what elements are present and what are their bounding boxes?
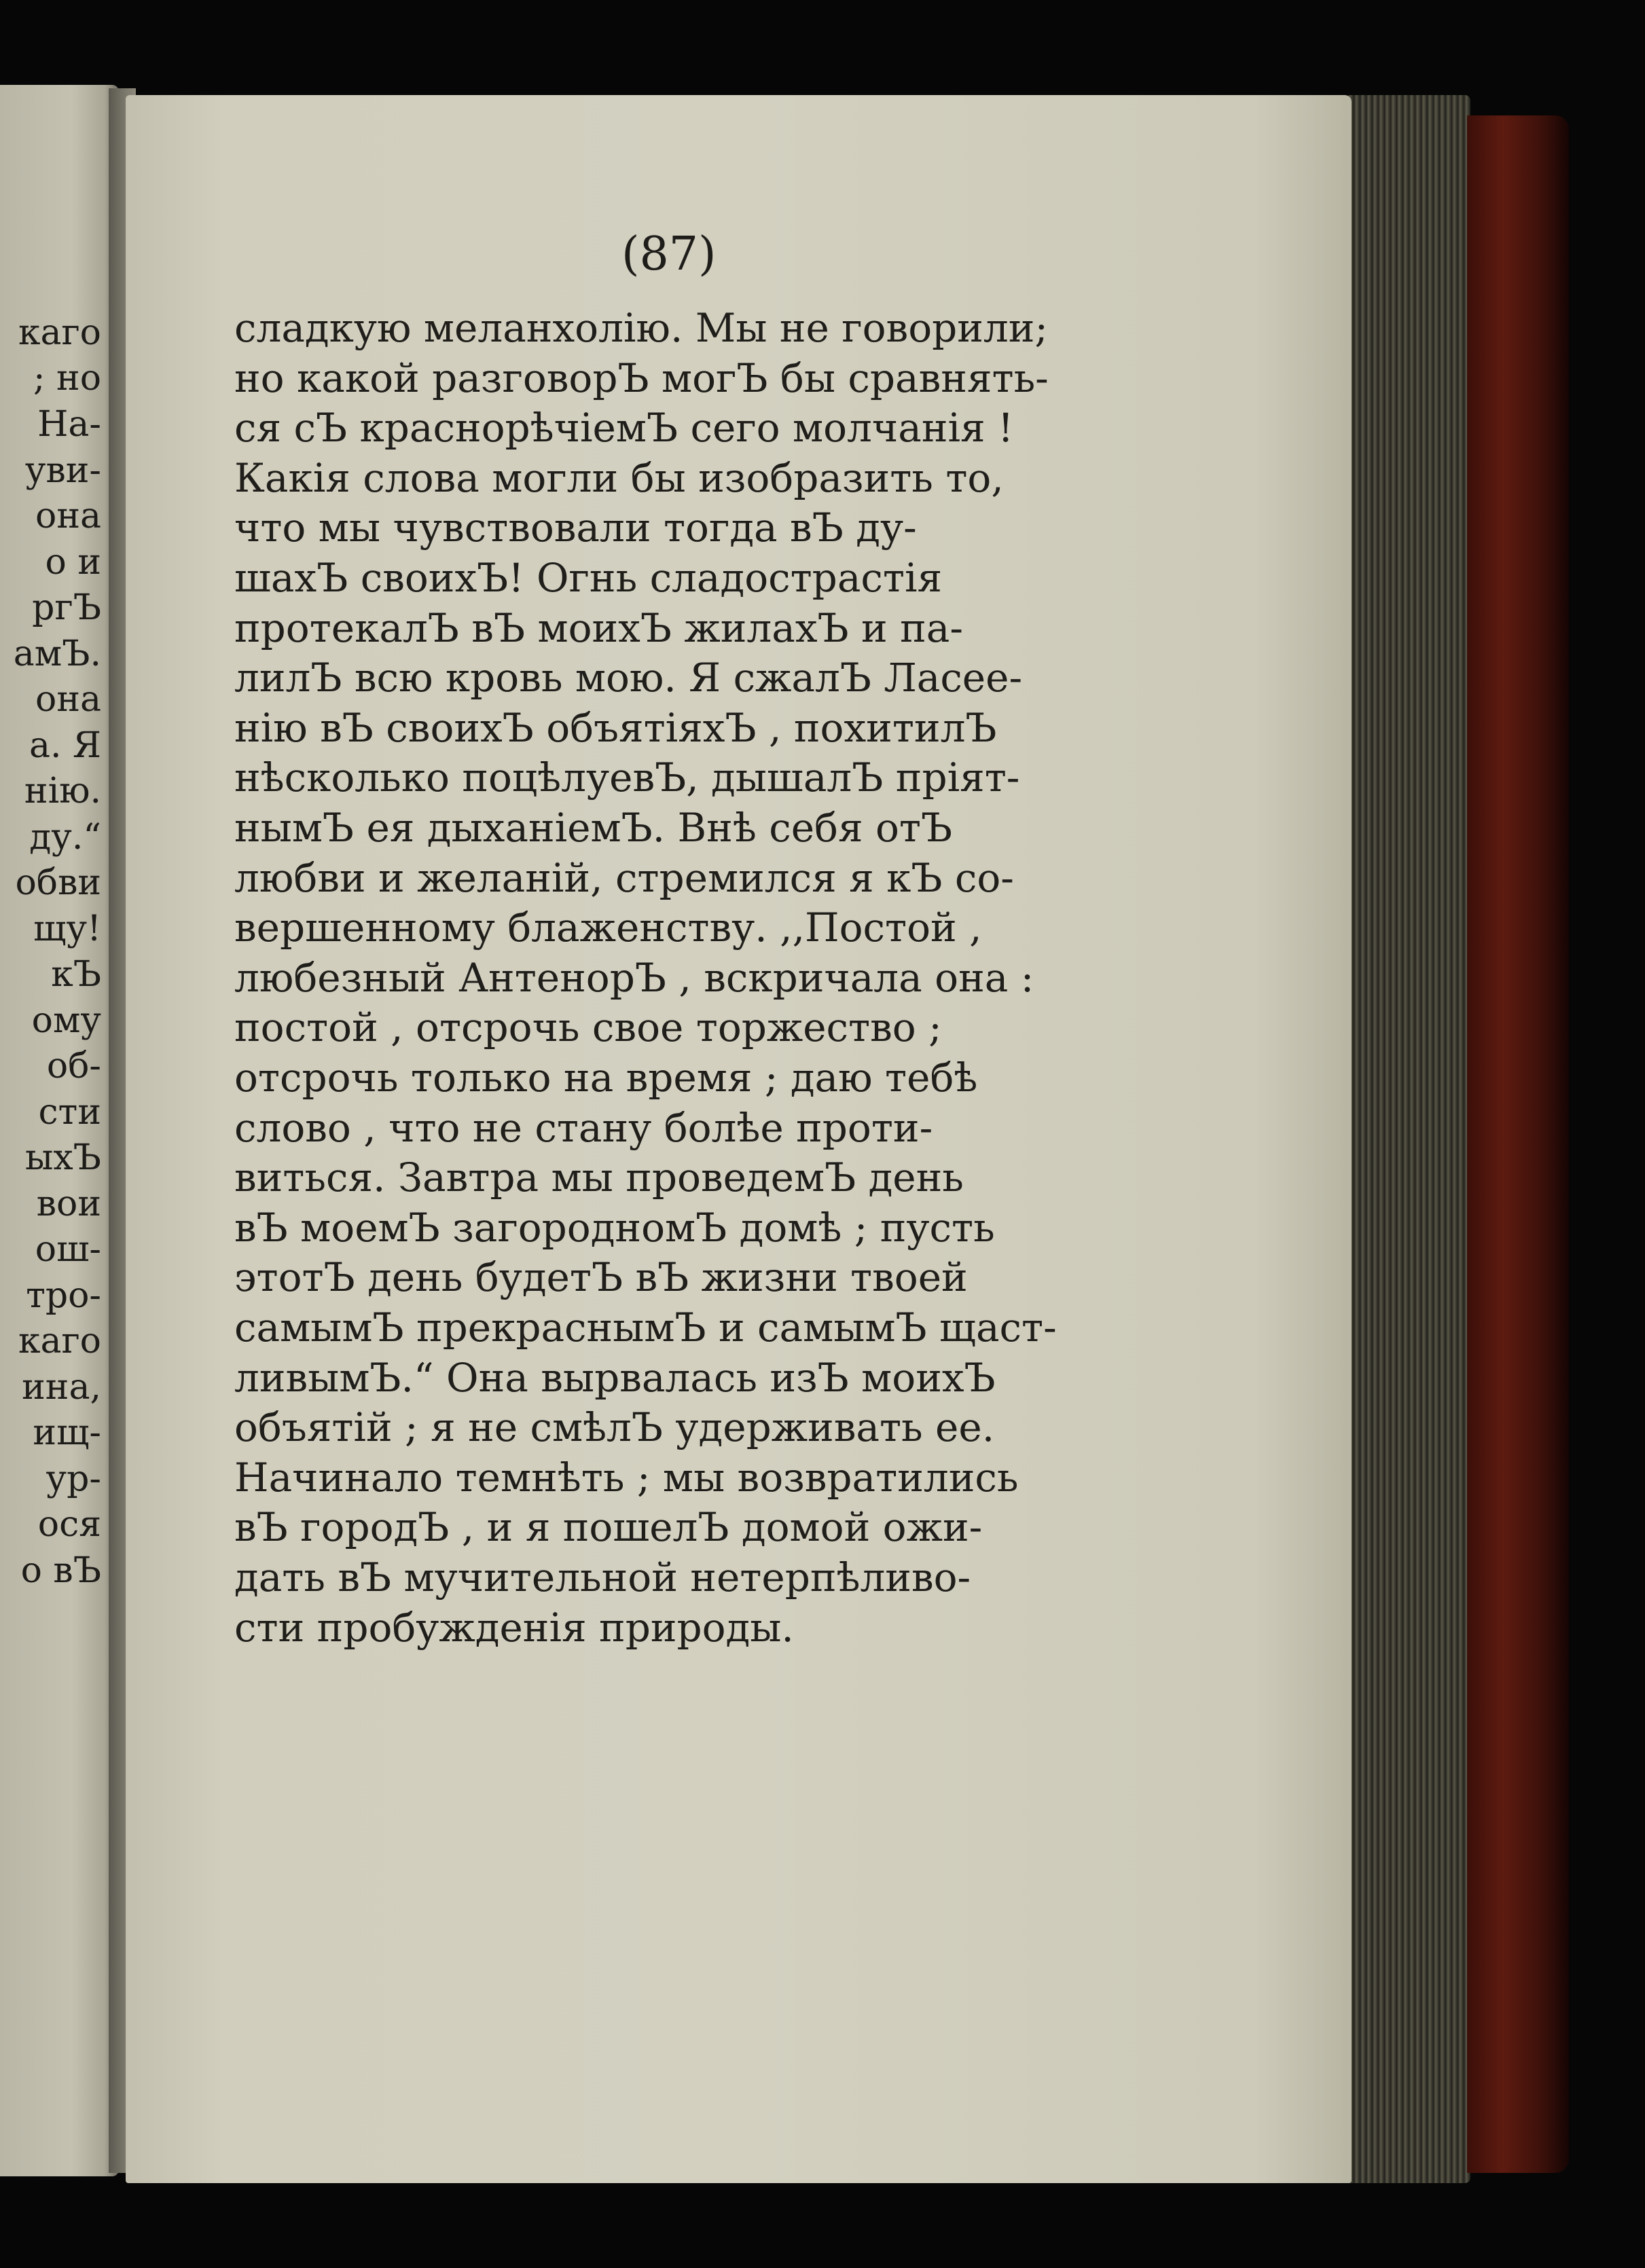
text-line: Начинало темнѣть ; мы возвратились	[234, 1455, 1019, 1501]
text-line: этотЪ день будетЪ вЪ жизни твоей	[234, 1254, 968, 1300]
left-page-fragment: ина,	[22, 1367, 101, 1408]
text-line: лилЪ всю кровь мою. Я сжалЪ Ласее-	[234, 655, 1023, 701]
left-page-fragment: уви-	[24, 450, 101, 491]
left-page-fragment: ищ-	[33, 1412, 101, 1453]
text-line: вершенному блаженству. ,,Постой ,	[234, 904, 982, 951]
left-page-fragment: ош-	[35, 1229, 101, 1270]
left-page-fragment: а. Я	[29, 725, 101, 766]
left-page-fragment: об-	[46, 1046, 101, 1086]
text-line: дать вЪ мучительной нетерпѣливо-	[234, 1554, 971, 1601]
left-page-fragment: ргЪ	[32, 587, 101, 628]
text-line: но какой разговорЪ могЪ бы сравнять-	[234, 355, 1049, 401]
text-line: вЪ моемЪ загородномЪ домѣ ; пусть	[234, 1205, 995, 1251]
text-line: протекалЪ вЪ моихЪ жилахЪ и па-	[234, 605, 963, 651]
left-page-fragment: нію.	[24, 771, 101, 811]
left-page-fragment: амЪ.	[13, 634, 101, 674]
text-line: отсрочь только на время ; даю тебѣ	[234, 1055, 978, 1101]
page-edges	[1348, 95, 1470, 2183]
left-page-fragment: тро-	[26, 1275, 101, 1316]
left-page-fragment: ыхЪ	[24, 1137, 101, 1178]
text-line: объятій ; я не смѣлЪ удерживать ее.	[234, 1404, 995, 1450]
text-line: сти пробужденія природы.	[234, 1605, 794, 1651]
left-page-fragment: вои	[36, 1184, 101, 1224]
text-line: нымЪ ея дыханіемЪ. Внѣ себя отЪ	[234, 805, 953, 851]
left-page-fragment: она	[35, 679, 101, 720]
text-line: сладкую меланхолію. Мы не говорили;	[234, 305, 1048, 351]
left-page-fragment: На-	[37, 404, 101, 445]
left-page-fragment: она	[35, 496, 101, 536]
text-line: постой , отсрочь свое торжество ;	[234, 1004, 942, 1050]
left-page-edge	[0, 85, 119, 2176]
text-line: нію вЪ своихЪ объятіяхЪ , похитилЪ	[234, 705, 997, 751]
left-page-fragment: ; но	[33, 358, 101, 399]
text-line: слово , что не стану болѣе проти-	[234, 1105, 933, 1151]
left-page-fragment: ося	[37, 1504, 101, 1545]
left-page-fragment: ур-	[46, 1459, 101, 1499]
left-page-fragment: ду.“	[29, 817, 101, 858]
left-page-fragment: каго	[18, 1321, 101, 1361]
text-line: Какія слова могли бы изобразить то,	[234, 455, 1004, 501]
left-page-fragment: о вЪ	[20, 1550, 101, 1591]
left-page-fragment: каго	[18, 312, 101, 353]
page-number: (87)	[621, 227, 717, 281]
text-line: вЪ городЪ , и я пошелЪ домой ожи-	[234, 1504, 983, 1550]
text-line: любезный АнтенорЪ , вскричала она :	[234, 955, 1034, 1001]
book-cover	[1467, 115, 1569, 2173]
text-line: нѣсколько поцѣлуевЪ, дышалЪ пріят-	[234, 754, 1020, 801]
text-line: ся сЪ краснорѣчіемЪ сего молчанія !	[234, 405, 1014, 451]
left-page-fragment: ому	[31, 1000, 101, 1041]
text-line: виться. Завтра мы проведемЪ день	[234, 1154, 964, 1201]
left-page-fragment: сти	[38, 1092, 101, 1133]
left-page-fragment: щу!	[33, 909, 101, 949]
text-line: ливымЪ.“ Она вырвалась изЪ моихЪ	[234, 1355, 996, 1401]
text-line: что мы чувствовали тогда вЪ ду-	[234, 505, 917, 551]
text-line: любви и желаній, стремился я кЪ со-	[234, 855, 1014, 901]
left-page-fragment: кЪ	[51, 954, 101, 995]
text-line: шахЪ своихЪ! Огнь сладострастія	[234, 555, 943, 601]
left-page-fragment: обви	[15, 862, 101, 903]
left-page-fragment: о и	[45, 542, 101, 583]
text-line: самымЪ прекраснымЪ и самымЪ щаст-	[234, 1304, 1057, 1351]
